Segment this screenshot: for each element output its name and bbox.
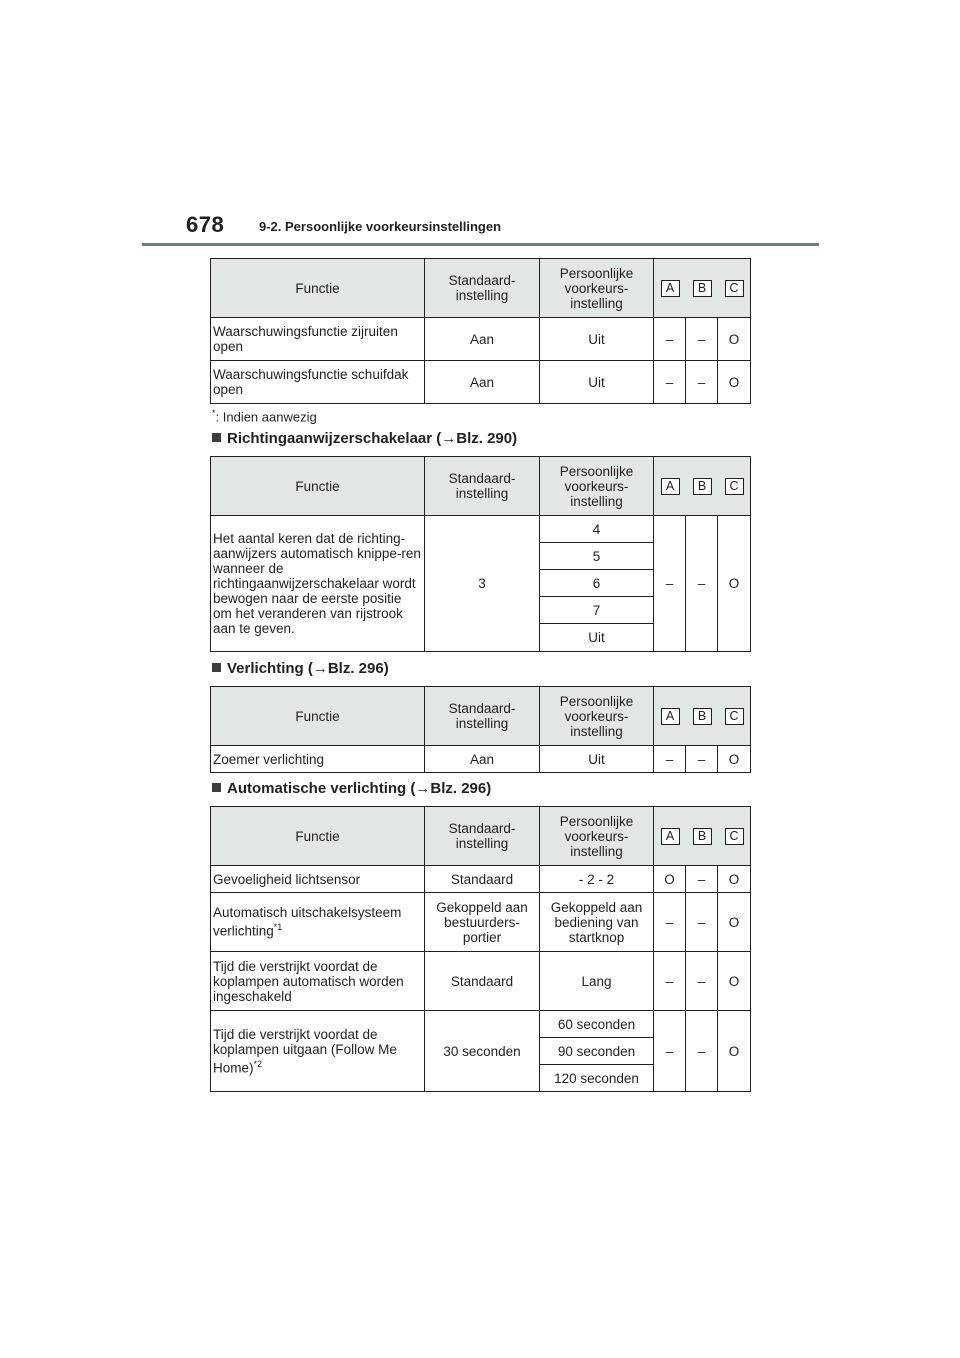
c-cell: O (718, 318, 751, 361)
header-persoonlijk: Persoonlijke voorkeurs- instelling (540, 807, 654, 866)
table-row (211, 866, 751, 893)
heading-text: Richtingaanwijzerschakelaar (→Blz. 290) (227, 430, 518, 447)
header-c: C (725, 828, 744, 845)
table-row (211, 361, 751, 404)
option-cell: Uit (540, 624, 654, 652)
b-cell: – (686, 1011, 718, 1092)
header-standaard: Standaard- instelling (425, 807, 540, 866)
table-row (211, 893, 751, 952)
c-cell: O (718, 516, 751, 652)
functie-cell: Tijd die verstrijkt voordat de koplampen automatisch worden ingeschakeld (211, 952, 425, 1011)
header-abc (654, 807, 751, 866)
table-row (211, 1011, 751, 1038)
header-standaard: Standaard- instelling (425, 457, 540, 516)
persoonlijk-cell: - 2 - 2 (540, 866, 654, 893)
a-cell: – (654, 1011, 686, 1092)
bullet-square-icon (212, 783, 221, 792)
functie-cell: Zoemer verlichting (211, 746, 425, 773)
standaard-cell: 3 (425, 516, 540, 652)
b-cell: – (686, 318, 718, 361)
b-cell: – (686, 866, 718, 893)
functie-cell: Waarschuwingsfunctie schuifdak open (211, 361, 425, 404)
table-lighting (210, 686, 751, 773)
header-persoonlijk: Persoonlijke voorkeurs- instelling (540, 457, 654, 516)
option-cell: 60 seconden (540, 1011, 654, 1038)
persoonlijk-cell: Uit (540, 361, 654, 404)
a-cell: – (654, 318, 686, 361)
header-rule (142, 243, 819, 246)
standaard-cell: Standaard (425, 866, 540, 893)
table-row (211, 746, 751, 773)
persoonlijk-cell: Uit (540, 746, 654, 773)
header-c: C (725, 708, 744, 725)
option-cell: 5 (540, 543, 654, 570)
standaard-cell: 30 seconden (425, 1011, 540, 1092)
table-row (211, 516, 751, 543)
table-header-row (211, 807, 751, 866)
header-c: C (725, 280, 744, 297)
c-cell: O (718, 866, 751, 893)
header-b: B (693, 478, 712, 495)
heading-verlichting (212, 660, 389, 677)
header-functie: Functie (211, 807, 425, 866)
functie-cell: Het aantal keren dat de richting-aanwijzers automatisch knippe-ren wanneer de richtingaanwijzerschakelaar wordt bewogen naar de eerste positie om het veranderen van rijstrook aan te geven. (211, 516, 425, 652)
option-cell: 6 (540, 570, 654, 597)
table-header-row (211, 687, 751, 746)
functie-text: Automatisch uitschakelsysteem verlichting (213, 905, 402, 939)
standaard-cell: Aan (425, 318, 540, 361)
header-c: C (725, 478, 744, 495)
persoonlijk-cell: Gekoppeld aan bediening van startknop (540, 893, 654, 952)
b-cell: – (686, 893, 718, 952)
heading-automatische-verlichting (212, 780, 491, 797)
footnote-text: : Indien aanwezig (215, 409, 317, 425)
heading-richtingaanwijzer (212, 430, 517, 447)
standaard-cell: Gekoppeld aan bestuurders-portier (425, 893, 540, 952)
header-abc (654, 457, 751, 516)
header-persoonlijk: Persoonlijke voorkeurs- instelling (540, 259, 654, 318)
header-standaard: Standaard- instelling (425, 687, 540, 746)
functie-text: Tijd die verstrijkt voordat de koplampen uitgaan (Follow Me Home) (213, 1026, 397, 1076)
a-cell: – (654, 893, 686, 952)
b-cell: – (686, 952, 718, 1011)
table-row (211, 318, 751, 361)
footnote (212, 408, 317, 424)
functie-cell: Gevoeligheid lichtsensor (211, 866, 425, 893)
header-b: B (693, 828, 712, 845)
header-abc (654, 259, 751, 318)
b-cell: – (686, 746, 718, 773)
table-window-warnings (210, 258, 751, 404)
footnote-ref: *2 (253, 1058, 263, 1069)
header-abc (654, 687, 751, 746)
table-header-row (211, 259, 751, 318)
heading-text: Automatische verlichting (→Blz. 296) (227, 780, 492, 797)
header-functie: Functie (211, 457, 425, 516)
table-header-row (211, 457, 751, 516)
a-cell: – (654, 516, 686, 652)
header-b: B (693, 708, 712, 725)
option-cell: 120 seconden (540, 1065, 654, 1092)
option-cell: 4 (540, 516, 654, 543)
functie-cell (211, 893, 425, 952)
standaard-cell: Standaard (425, 952, 540, 1011)
functie-cell: Waarschuwingsfunctie zijruiten open (211, 318, 425, 361)
header-functie: Functie (211, 687, 425, 746)
section-title: 9-2. Persoonlijke voorkeursinstellingen (259, 219, 502, 234)
footnote-mark: * (212, 408, 216, 418)
table-turn-signal (210, 456, 751, 652)
header-a: A (661, 478, 680, 495)
a-cell: – (654, 361, 686, 404)
persoonlijk-cell: Uit (540, 318, 654, 361)
a-cell: – (654, 746, 686, 773)
functie-cell (211, 1011, 425, 1092)
header-a: A (661, 828, 680, 845)
header-standaard: Standaard- instelling (425, 259, 540, 318)
b-cell: – (686, 516, 718, 652)
option-cell: 90 seconden (540, 1038, 654, 1065)
standaard-cell: Aan (425, 361, 540, 404)
header-a: A (661, 708, 680, 725)
a-cell: – (654, 952, 686, 1011)
bullet-square-icon (212, 433, 221, 442)
c-cell: O (718, 893, 751, 952)
page-number: 678 (186, 212, 225, 237)
standaard-cell: Aan (425, 746, 540, 773)
table-row (211, 952, 751, 1011)
header-functie: Functie (211, 259, 425, 318)
c-cell: O (718, 361, 751, 404)
persoonlijk-cell: Lang (540, 952, 654, 1011)
c-cell: O (718, 746, 751, 773)
a-cell: O (654, 866, 686, 893)
footnote-ref: *1 (273, 922, 283, 933)
option-cell: 7 (540, 597, 654, 624)
header-persoonlijk: Persoonlijke voorkeurs- instelling (540, 687, 654, 746)
bullet-square-icon (212, 663, 221, 672)
header-b: B (693, 280, 712, 297)
heading-text: Verlichting (→Blz. 296) (227, 660, 389, 677)
c-cell: O (718, 1011, 751, 1092)
b-cell: – (686, 361, 718, 404)
c-cell: O (718, 952, 751, 1011)
table-auto-lighting (210, 806, 751, 1092)
header-a: A (661, 280, 680, 297)
